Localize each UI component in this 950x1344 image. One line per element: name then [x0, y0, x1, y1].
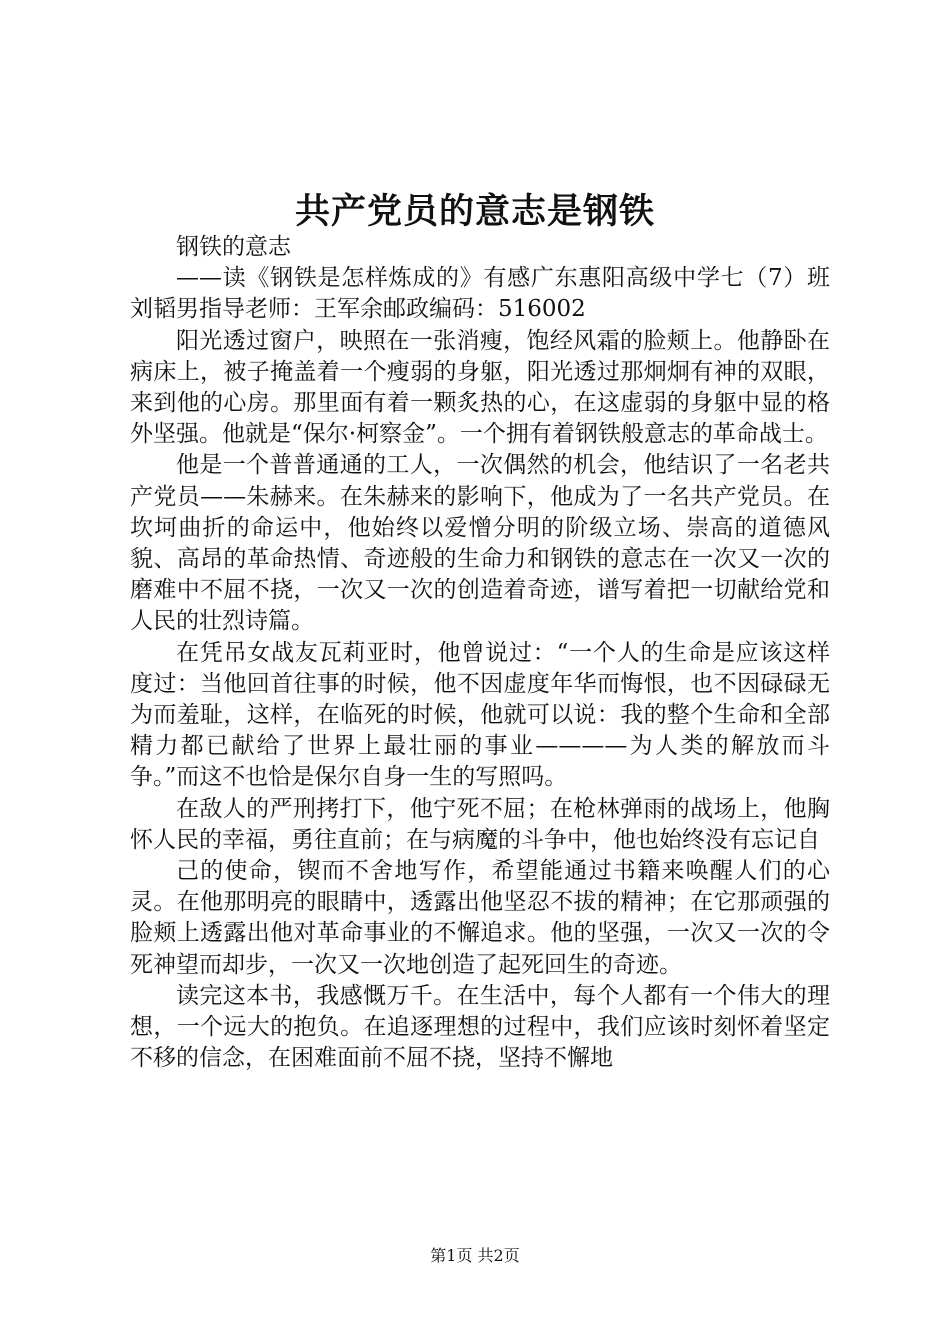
paragraph: 在凭吊女战友瓦莉亚时，他曾说过：“一个人的生命是应该这样度过：当他回首往事的时候，他不因虚度年华而悔恨，也不因碌碌无为而羞耻，这样，在临死的时候，他就可以说：我的整个生命和全部精力都已献给了世界上最壮丽的事业————为人类的解放而斗争。”而这不也恰是保尔自身一生的写照吗。	[130, 639, 830, 791]
page-footer: 第1页 共2页	[430, 1246, 520, 1265]
paragraph: 己的使命，锲而不舍地写作，希望能通过书籍来唤醒人们的心灵。在他那明亮的眼睛中，透露出他坚忍不拔的精神；在它那顽强的脸颊上透露出他对革命事业的不懈追求。他的坚强，一次又一次的令死神望而却步，一次又一次地创造了起死回生的奇迹。	[130, 858, 830, 978]
paragraph-subtitle: 钢铁的意志	[176, 234, 291, 260]
paragraph: 阳光透过窗户，映照在一张消瘦，饱经风霜的脸颊上。他静卧在病床上，被子掩盖着一个瘦弱的身躯，阳光透过那炯炯有神的双眼，来到他的心房。那里面有着一颗炙热的心，在这虚弱的身躯中显的格外坚强。他就是“保尔·柯察金”。一个拥有着钢铁般意志的革命战士。	[130, 327, 830, 448]
paragraph-byline: ——读《钢铁是怎样炼成的》有感广东惠阳高级中学七（7）班刘韬男指导老师：王军余邮政编码：516002	[130, 265, 830, 323]
paragraph: 他是一个普普通通的工人，一次偶然的机会，他结识了一名老共产党员——朱赫来。在朱赫来的影响下，他成为了一名共产党员。在坎坷曲折的命运中，他始终以爱憎分明的阶级立场、崇高的道德风貌、高昂的革命热情、奇迹般的生命力和钢铁的意志在一次又一次的磨难中不屈不挠，一次又一次的创造着奇迹，谱写着把一切献给党和人民的壮烈诗篇。	[130, 452, 830, 635]
paragraph: 在敌人的严刑拷打下，他宁死不屈；在枪林弹雨的战场上，他胸怀人民的幸福，勇往直前；在与病魔的斗争中，他也始终没有忘记自	[130, 795, 830, 853]
document-body	[130, 232, 830, 1074]
document-title: 共产党员的意志是钢铁	[294, 191, 655, 232]
paragraph: 读完这本书，我感慨万千。在生活中，每个人都有一个伟大的理想，一个远大的抱负。在追逐理想的过程中，我们应该时刻怀着坚定不移的信念，在困难面前不屈不挠，坚持不懈地	[130, 982, 830, 1072]
